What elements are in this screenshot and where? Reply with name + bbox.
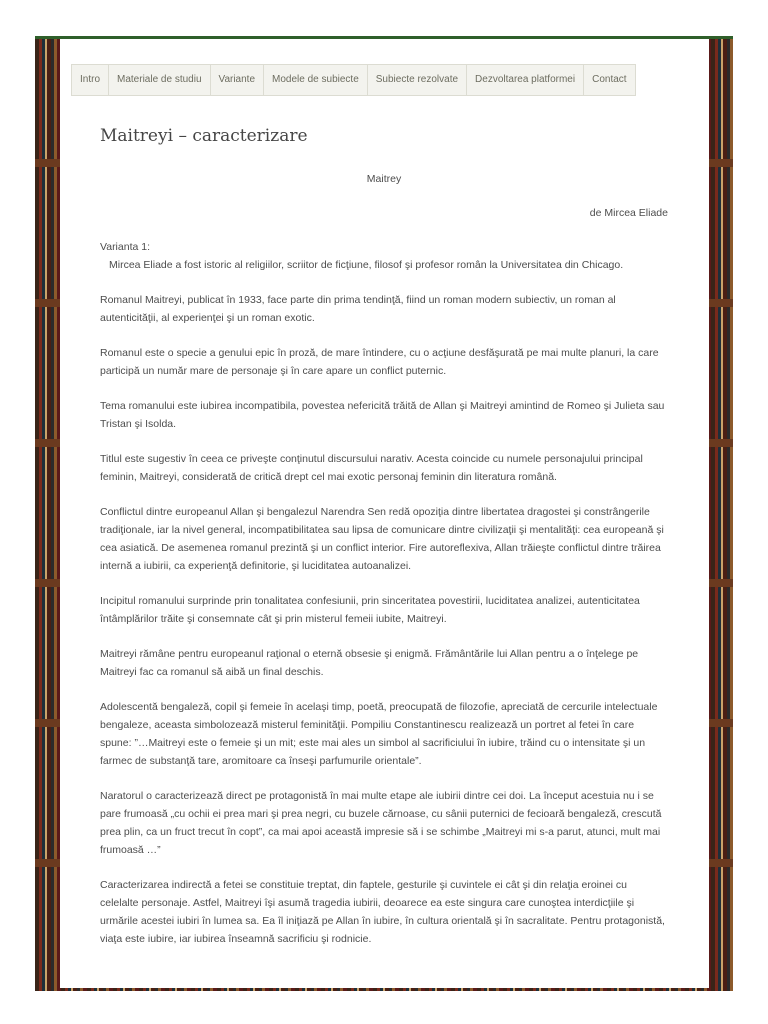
paragraph: Naratorul o caracterizează direct pe protagonistă în mai multe etape ale iubirii dintre cei doi. La început acestuia nu i se pare frumoasă „cu ochii ei prea mari şi prea negri, cu buzele cărnoase, cu sânii puternici de fecioară bengaleză, crescută prea plin, ca un fruct trecut în copt”, ca mai apoi această impresie să i se schimbe „Maitreyi mi s-a parut, atunci, mult mai frumoasă …” [100, 790, 662, 856]
nav-item-modele[interactable]: Modele de subiecte [264, 65, 368, 95]
nav-item-materiale[interactable]: Materiale de studiu [109, 65, 211, 95]
nav-item-variante[interactable]: Variante [211, 65, 265, 95]
nav-item-contact[interactable]: Contact [592, 74, 627, 85]
page-title: Maitreyi – caracterizare [100, 126, 308, 146]
paragraph: Tema romanului este iubirea incompatibila, povestea nefericită trăită de Allan şi Maitreyi amintind de Romeo şi Julieta sau Tristan şi Isolda. [100, 400, 665, 430]
paragraph: Romanul Maitreyi, publicat în 1933, face parte din prima tendinţă, fiind un roman modern subiectiv, un roman al autenticităţii, al experienţei şi un roman exotic. [100, 294, 616, 324]
article [100, 120, 668, 965]
nav-item-intro[interactable]: Intro [72, 65, 109, 95]
paragraph: Romanul este o specie a genului epic în proză, de mare întindere, cu o acţiune desfăşurată pe mai multe planuri, la care participă un număr mare de personaje şi în care apare un conflict puternic. [100, 347, 659, 377]
main-nav [71, 64, 636, 96]
variant-label: Varianta 1: [100, 241, 151, 253]
paragraph: Conflictul dintre europeanul Allan şi bengalezul Narendra Sen redă opoziţia dintre libertatea dragostei şi constrângerile tradiţionale, iar la nivel general, incompatibilitatea sau lipsa de comunicare dintre civilizaţii şi mentalităţi: cea europeană şi cea asiatică. De asemenea romanul prezintă şi un conflict interior. Fire autoreflexiva, Allan trăieşte conflictul dintre trăirea internă a iubirii, ca experienţă definitorie, şi luciditatea autoanalizei. [100, 506, 664, 572]
nav-item-dezvoltarea[interactable]: Dezvoltarea platformei [467, 65, 584, 95]
paragraph: Titlul este sugestiv în ceea ce priveşte conţinutul discursului narativ. Acesta coincide cu numele personajului principal feminin, Maitreyi, considerată de critică drept cel mai exotic personaj feminin din literatura română. [100, 453, 643, 483]
paragraph: Adolescentă bengaleză, copil şi femeie în acelaşi timp, poetă, preocupată de filozofie, apreciată de cercurile intelectuale bengaleze, aceasta simbolozează misterul feminităţii. Pompiliu Constantinescu realizează un portret al fetei în care spune: ”…Maitreyi este o femeie şi un mit; este mai ales un simbol al sacrificiului în iubire, trăind cu o intensitate şi un farmec de substanţă tare, aromitoare ca înseşi parfumurile orientale”. [100, 701, 658, 767]
paragraph: Maitreyi rămâne pentru europeanul raţional o eternă obsesie şi enigmă. Frământările lui Allan pentru a o înţelege pe Maitreyi fac ca romanul să aibă un final deschis. [100, 648, 639, 678]
intro-paragraph: Mircea Eliade a fost istoric al religiilor, scriitor de ficţiune, filosof şi profesor român la Universitatea din Chicago. [109, 259, 624, 271]
nav-item-subiecte-rezolvate[interactable]: Subiecte rezolvate [368, 65, 467, 95]
article-author: de Mircea Eliade [589, 207, 668, 219]
paragraph: Caracterizarea indirectă a fetei se constituie treptat, din faptele, gesturile şi cuvintele ei cât şi din relaţia eroinei cu celelalte personaje. Astfel, Maitreyi îşi asumă tragedia iubirii, deoarece ea este singura care cunoştea interdicţiile şi urmările acestei iubiri în lumea sa. Ea îl iniţiază pe Allan în iubire, în cultura orientală şi în sacralitate. Pentru protagonistă, viaţa este iubire, iar iubirea înseamnă sacrificiu şi rodnicie. [100, 879, 665, 945]
paragraph: Incipitul romanului surprinde prin tonalitatea confesiunii, prin sinceritatea povestirii, luciditatea analizei, autenticitatea întâmplărilor trăite şi consemnate cât şi prin misterul femeii iubite, Maitreyi. [100, 595, 640, 625]
article-subtitle: Maitrey [366, 173, 402, 185]
